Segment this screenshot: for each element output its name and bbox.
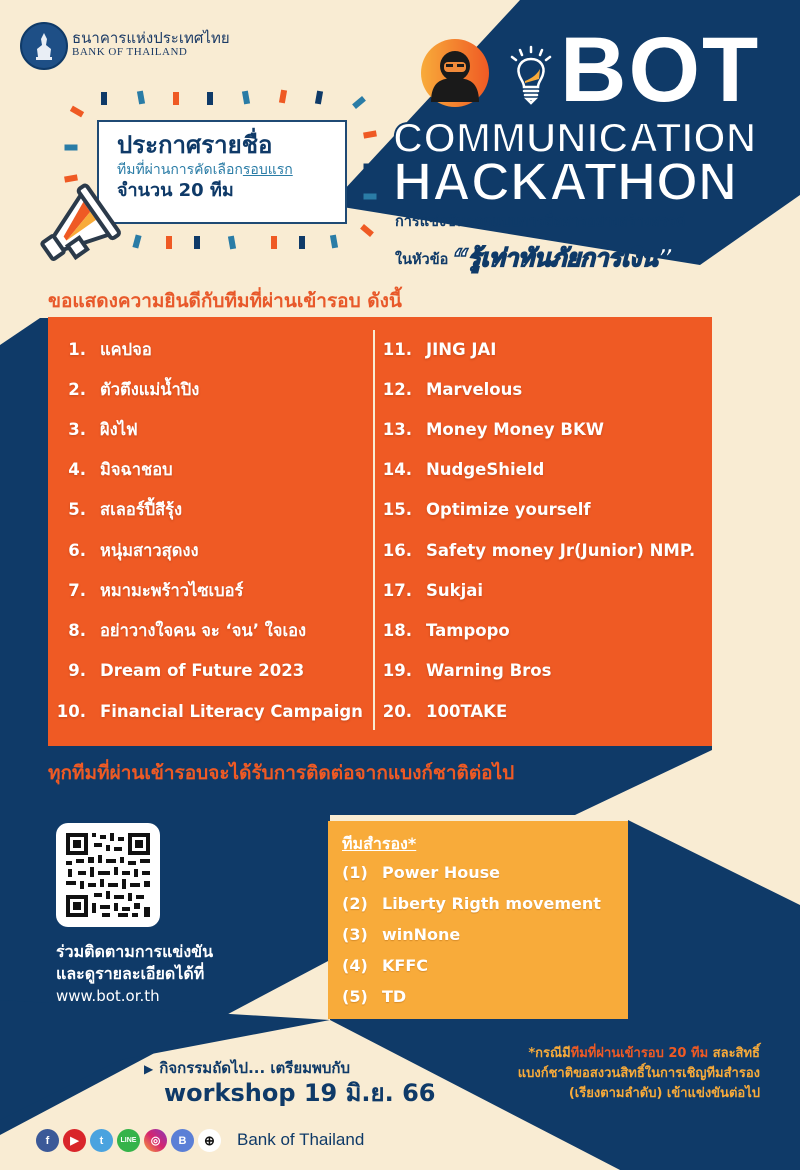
contact-note: ทุกทีมที่ผ่านเข้ารอบจะได้รับการติดต่อจากแบงก์ชาติต่อไป bbox=[48, 762, 515, 784]
title-hackathon: HACKATHON bbox=[393, 152, 737, 212]
topic-highlight: “รู้เท่าทันภัยการเงิน” bbox=[452, 244, 673, 272]
team-item: 1. แคปจอ bbox=[68, 340, 152, 359]
announcement-box bbox=[97, 120, 347, 224]
reserve-item: (1) Power House bbox=[342, 863, 500, 882]
team-item: 14. NudgeShield bbox=[382, 460, 545, 479]
social-label: Bank of Thailand bbox=[237, 1130, 365, 1149]
reserve-footnote bbox=[440, 1044, 760, 1104]
subtitle-underlined: รอบแรก bbox=[242, 162, 293, 178]
reserve-teams-panel bbox=[328, 821, 628, 1019]
team-item: 12. Marvelous bbox=[382, 380, 523, 399]
event-topic-line bbox=[395, 238, 673, 277]
team-item: 16. Safety money Jr(Junior) NMP. bbox=[382, 541, 696, 560]
lightbulb-icon bbox=[508, 45, 554, 107]
follow-text bbox=[56, 941, 213, 985]
announcement-count: จำนวน 20 ทีม bbox=[117, 180, 234, 201]
team-item: 9. Dream of Future 2023 bbox=[68, 661, 305, 680]
team-item: 6. หนุ่มสาวสุดงง bbox=[68, 541, 199, 560]
team-item: 11. JING JAI bbox=[382, 340, 497, 359]
congrats-heading: ขอแสดงความยินดีกับทีมที่ผ่านเข้ารอบ ดังนี้ bbox=[48, 290, 402, 312]
team-item: 7. หมามะพร้าวไซเบอร์ bbox=[68, 581, 244, 600]
website-link[interactable]: www.bot.or.th bbox=[56, 987, 160, 1005]
youtube-icon[interactable]: ▶ bbox=[63, 1129, 86, 1152]
org-name-en: BANK OF THAILAND bbox=[72, 46, 188, 58]
team-item: 20. 100TAKE bbox=[382, 702, 508, 721]
team-item: 4. มิจฉาชอบ bbox=[68, 460, 173, 479]
team-item: 10. Financial Literacy Campaign bbox=[56, 702, 363, 721]
title-bot: BOT bbox=[560, 19, 761, 121]
blockdit-icon[interactable]: B bbox=[171, 1129, 194, 1152]
megaphone-icon bbox=[30, 180, 130, 270]
team-item: 8. อย่าวางใจคน จะ ‘จน’ ใจเอง bbox=[68, 621, 307, 640]
topic-prefix: ในหัวข้อ bbox=[395, 252, 449, 268]
reserve-item: (5) TD bbox=[342, 987, 407, 1006]
announcement-title: ประกาศรายชื่อ bbox=[117, 131, 273, 159]
teams-column-divider bbox=[373, 330, 375, 730]
next-activity-text: กิจกรรมถัดไป... เตรียมพบกับ bbox=[159, 1059, 351, 1077]
team-item: 18. Tampopo bbox=[382, 621, 510, 640]
event-subtitle: การแข่งขันออกแบบการสื่อสารอย่างสร้างสรรค์ bbox=[395, 214, 686, 230]
reserve-heading: ทีมสำรอง* bbox=[342, 834, 417, 853]
team-item: 15. Optimize yourself bbox=[382, 500, 591, 519]
twitter-icon[interactable]: t bbox=[90, 1129, 113, 1152]
play-triangle-icon: ▶ bbox=[144, 1062, 154, 1076]
follow-line2: และดูรายละเอียดได้ที่ bbox=[56, 964, 205, 983]
facebook-icon[interactable]: f bbox=[36, 1129, 59, 1152]
team-item: 19. Warning Bros bbox=[382, 661, 552, 680]
hacker-avatar-icon bbox=[417, 38, 493, 108]
team-item: 2. ตัวตึงแม่น้ำปิง bbox=[68, 380, 200, 399]
team-item: 3. ผิงไฟ bbox=[68, 420, 138, 439]
line-icon[interactable]: LINE bbox=[117, 1129, 140, 1152]
subtitle-prefix: ทีมที่ผ่านการคัดเลือก bbox=[117, 162, 243, 178]
qr-code-icon bbox=[56, 823, 160, 927]
footnote-line1: *กรณีมีทีมที่ผ่านเข้ารอบ 20 ทีม สละสิทธิ์ bbox=[528, 1046, 760, 1061]
reserve-item: (4) KFFC bbox=[342, 956, 428, 975]
team-item: 5. สเลอร์ปี้สีรุ้ง bbox=[68, 500, 183, 519]
announcement-subtitle bbox=[117, 160, 345, 180]
reserve-item: (2) Liberty Rigth movement bbox=[342, 894, 601, 913]
footnote-line3: (เรียงตามลำดับ) เข้าแข่งขันต่อไป bbox=[568, 1086, 760, 1101]
next-activity-workshop: workshop 19 มิ.ย. 66 bbox=[164, 1079, 436, 1107]
qr-code[interactable] bbox=[56, 823, 160, 927]
title-communication: COMMUNICATION bbox=[393, 114, 757, 161]
podcast-globe-icon[interactable]: ⊕ bbox=[198, 1129, 221, 1152]
reserve-item: (3) winNone bbox=[342, 925, 461, 944]
follow-line1: ร่วมติดตามการแข่งขัน bbox=[56, 942, 214, 961]
team-item: 13. Money Money BKW bbox=[382, 420, 604, 439]
team-item: 17. Sukjai bbox=[382, 581, 484, 600]
footnote-line2: แบงก์ชาติขอสงวนสิทธิ์ในการเชิญทีมสำรอง bbox=[517, 1066, 760, 1081]
org-name-th: ธนาคารแห่งประเทศไทย bbox=[72, 29, 230, 47]
instagram-icon[interactable]: ◎ bbox=[144, 1129, 167, 1152]
